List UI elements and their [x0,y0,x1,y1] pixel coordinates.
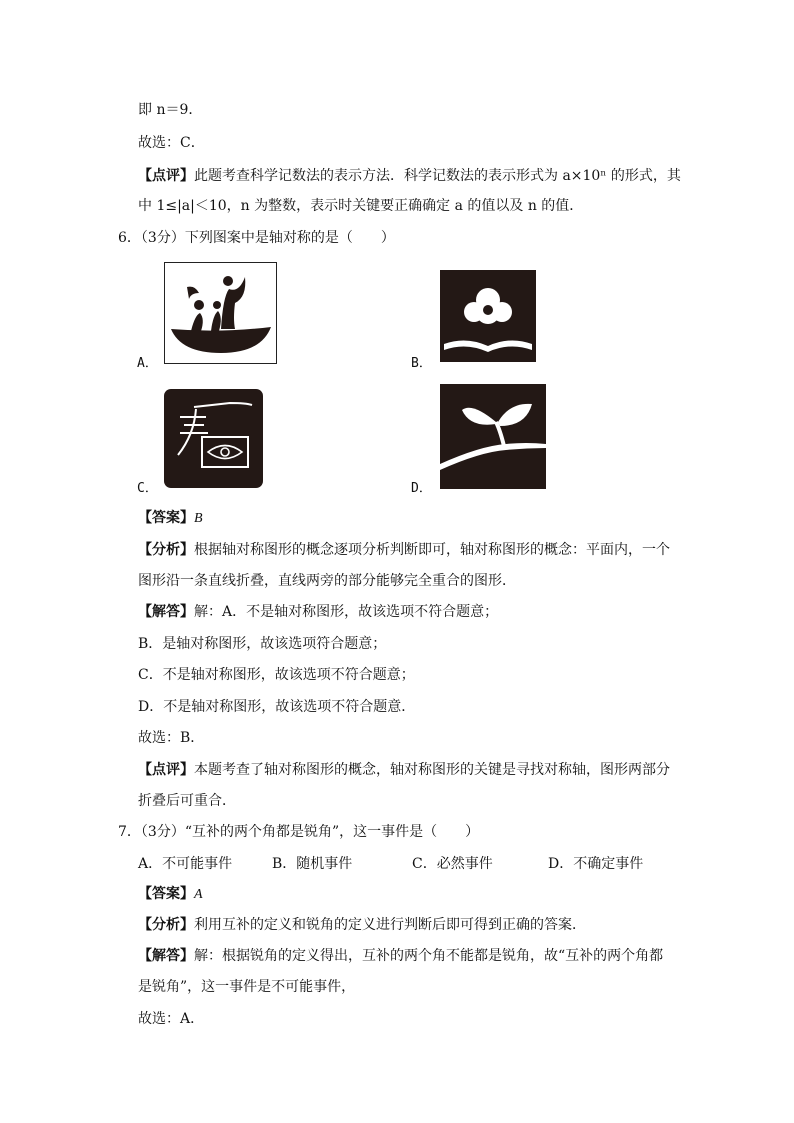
solution-tag: 【解答】 [138,604,194,620]
answer-value: B [194,511,203,526]
figure-d-sprout-logo [440,384,546,489]
q7-choice-line: 故选：A． [138,1011,205,1027]
q6-solution-line2: B．是轴对称图形，故该选项符合题意； [138,636,387,652]
q6-comment-line2: 折叠后可重合． [138,793,236,809]
q7-option-b: B．随机事件 [272,856,353,872]
q7-analysis-line [138,915,586,935]
q6-choice-line: 故选：B． [138,730,205,746]
analysis-tag: 【分析】 [138,542,194,558]
option-b-label: B． [411,356,432,371]
answer-value: A [194,887,203,902]
q6-analysis-line1 [138,540,670,560]
eye-character-icon [164,389,263,488]
solution-text: 解：根据锐角的定义得出，互补的两个角不能都是锐角，故“互补的两个角都 [194,948,664,964]
prev-comment-line2: 中 1≤|a|＜10，n 为整数，表示时关键要正确确定 a 的值以及 n 的值． [138,198,584,214]
q7-answer-line [138,884,203,905]
q7-stem: 7．（3分）“互补的两个角都是锐角”，这一事件是（ ） [118,824,480,840]
q6-solution-line1 [138,602,498,622]
answer-tag: 【答案】 [138,886,194,902]
q7-option-a: A．不可能事件 [138,856,233,872]
q6-solution-line3: C．不是轴对称图形，故该选项不符合题意； [138,667,415,683]
q7-solution-line2: 是锐角”，这一事件是不可能事件， [138,979,356,995]
option-c-label: C． [137,481,158,496]
comment-tag: 【点评】 [138,168,194,184]
q7-option-d: D．不确定事件 [548,856,644,872]
q7-option-c: C．必然事件 [412,856,493,872]
figure-a-people-boat [164,262,277,364]
option-a-label: A． [137,356,158,371]
q7-solution-line1 [138,946,663,966]
solution-text: 解：A．不是轴对称图形，故该选项不符合题意； [194,604,499,620]
q6-solution-line4: D．不是轴对称图形，故该选项不符合题意． [138,699,416,715]
q6-answer-line [138,508,203,529]
option-d-label: D． [411,481,432,496]
q6-stem: 6．（3分）下列图案中是轴对称的是（ ） [118,230,395,246]
figure-b-book-logo [440,270,536,362]
analysis-tag: 【分析】 [138,917,194,933]
comment-text: 本题考查了轴对称图形的概念，轴对称图形的关键是寻找对称轴，图形两部分 [194,762,670,778]
comment-text: 此题考查科学记数法的表示方法．科学记数法的表示形式为 a×10ⁿ 的形式，其 [194,168,681,184]
analysis-text: 利用互补的定义和锐角的定义进行判断后即可得到正确的答案． [194,917,586,933]
analysis-text: 根据轴对称图形的概念逐项分析判断即可，轴对称图形的概念：平面内，一个 [194,542,670,558]
people-boat-icon [165,263,276,363]
prev-n-line: 即 n＝9． [138,102,203,118]
reading-child-icon [440,270,536,362]
q6-analysis-line2: 图形沿一条直线折叠，直线两旁的部分能够完全重合的图形． [138,573,516,589]
answer-tag: 【答案】 [138,510,194,526]
prev-choice-line: 故选：C． [138,135,205,151]
solution-tag: 【解答】 [138,948,194,964]
sprout-icon [440,384,546,489]
q6-comment-line1 [138,760,670,780]
figure-c-kan-logo [164,389,263,488]
comment-tag: 【点评】 [138,762,194,778]
prev-comment-line1 [138,166,681,186]
